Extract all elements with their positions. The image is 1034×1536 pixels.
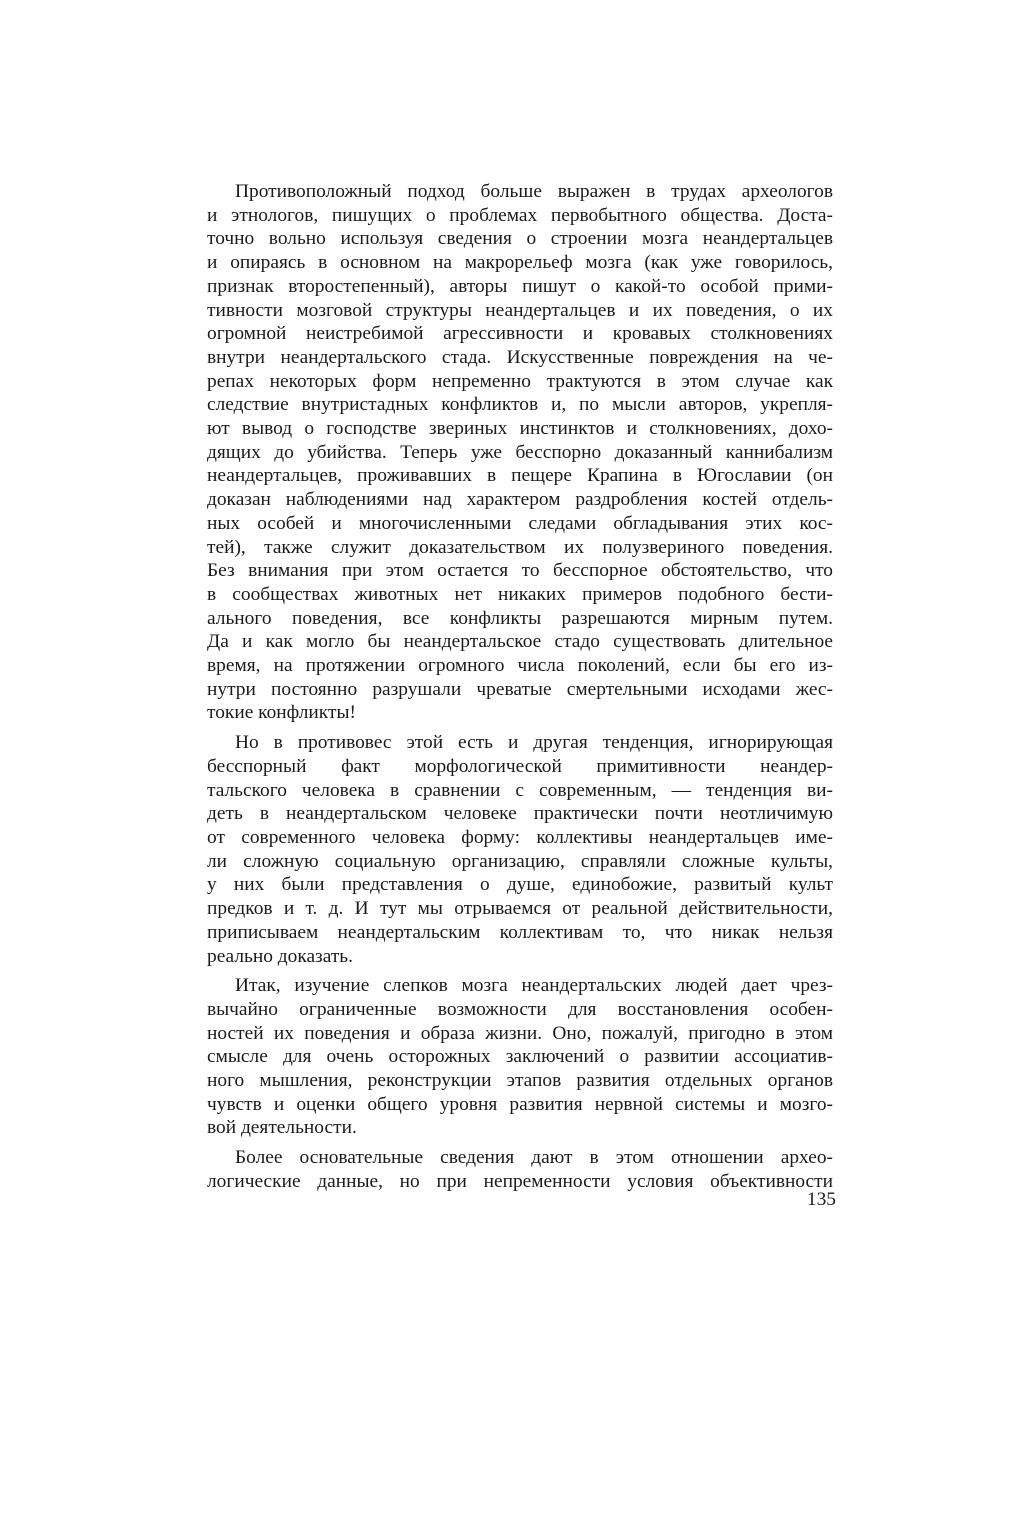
text-line: бесспорный факт морфологической примитивности неандер- — [207, 755, 833, 777]
text-line: доказан наблюдениями над характером раздробления костей отдель- — [207, 489, 833, 511]
text-line: от современного человека форму: коллективы неандертальцев име- — [207, 826, 833, 848]
text-line: следствие внутристадных конфликтов и, по мысли авторов, укрепля- — [207, 394, 833, 416]
text-line: время, на протяжении огромного числа поколений, если бы его из- — [207, 655, 833, 677]
text-line: Противоположный подход больше выражен в трудах археологов — [235, 181, 833, 202]
text-line: смысле для очень осторожных заключений о развитии ассоциатив- — [207, 1046, 833, 1068]
paragraph — [207, 974, 833, 1140]
text-line: вычайно ограниченные возможности для восстановления особен- — [207, 998, 833, 1020]
text-line: Более основательные сведения дают в этом отношении архео- — [235, 1147, 833, 1169]
text-line: реально доказать. — [207, 945, 353, 967]
text-line: тальского человека в сравнении с современным, — тенденция ви- — [207, 779, 833, 801]
text-line: и этнологов, пишущих о проблемах первобытного общества. Доста- — [207, 204, 833, 226]
text-line: и опираясь в основном на макрорельеф мозга (как уже говорилось, — [207, 252, 833, 274]
text-line: токие конфликты! — [207, 702, 356, 724]
text-line: в сообществах животных нет никаких примеров подобного бести- — [207, 583, 833, 605]
text-line: ных особей и многочисленными следами обгладывания этих кос- — [207, 512, 833, 534]
text-line: Без внимания при этом остается то бесспорное обстоятельство, что — [207, 560, 833, 582]
text-line: репах некоторых форм непременно трактуются в этом случае как — [207, 370, 833, 392]
paragraph — [207, 731, 833, 968]
text-line: ли сложную социальную организацию, справляли сложные культы, — [207, 850, 833, 872]
text-line: чувств и оценки общего уровня развития нервной системы и мозго- — [207, 1093, 833, 1115]
text-line: Да и как могло бы неандертальское стадо существовать длительное — [207, 631, 833, 653]
text-line: признак второстепенный), авторы пишут о какой-то особой прими- — [207, 275, 833, 297]
text-line: ного мышления, реконструкции этапов развития отдельных органов — [207, 1070, 833, 1092]
text-line: дящих до убийства. Теперь уже бесспорно доказанный каннибализм — [207, 441, 833, 463]
text-line: Но в противовес этой есть и другая тенденция, игнорирующая — [235, 732, 833, 754]
text-line: тивности мозговой структуры неандертальцев и их поведения, о их — [207, 299, 833, 321]
text-line: вой деятельности. — [207, 1117, 357, 1139]
text-line: внутри неандертальского стада. Искусственные повреждения на че- — [207, 346, 833, 368]
text-line: предков и т. д. И тут мы отрываемся от реальной действительности, — [207, 898, 833, 920]
text-line: приписываем неандертальским коллективам то, что никак нельзя — [207, 921, 833, 943]
text-line: нутри постоянно разрушали чреватые смертельными исходами жес- — [207, 678, 833, 700]
text-line: ют вывод о господстве звериных инстинктов и столкновениях, дохо- — [207, 418, 833, 440]
body-text — [207, 180, 833, 1194]
text-line: логические данные, но при непременности условия объективности — [207, 1170, 833, 1192]
paragraph — [207, 1146, 833, 1193]
text-line: Итак, изучение слепков мозга неандертальских людей дает чрез- — [235, 975, 833, 997]
text-line: точно вольно используя сведения о строении мозга неандертальцев — [207, 228, 833, 250]
text-line: деть в неандертальском человеке практически почти неотличимую — [207, 803, 833, 825]
text-line: ностей их поведения и образа жизни. Оно, пожалуй, пригодно в этом — [207, 1022, 833, 1044]
text-line: у них были представления о душе, единобожие, развитый культ — [207, 874, 833, 896]
page-number: 135 — [806, 1189, 836, 1210]
text-line: тей), также служит доказательством их полузвериного поведения. — [207, 536, 833, 558]
paragraph — [207, 180, 833, 725]
text-line: неандертальцев, проживавших в пещере Крапина в Югославии (он — [207, 465, 833, 487]
text-line: огромной неистребимой агрессивности и кровавых столкновениях — [207, 323, 833, 345]
text-line: ального поведения, все конфликты разрешаются мирным путем. — [207, 607, 833, 629]
